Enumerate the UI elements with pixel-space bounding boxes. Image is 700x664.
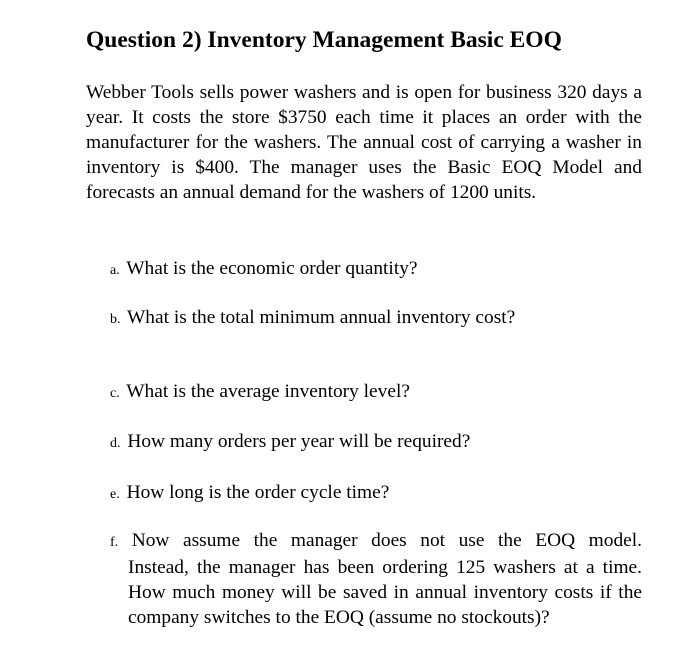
question-f-first-line	[110, 528, 642, 555]
question-b-letter: b.	[110, 312, 121, 327]
question-f	[110, 528, 642, 630]
question-f-text-first: Now assume the manager does not use the EOQ model.	[131, 530, 642, 551]
question-d	[110, 429, 470, 456]
question-c-letter: c.	[110, 386, 120, 401]
question-b	[110, 305, 515, 332]
problem-statement: Webber Tools sells power washers and is open for business 320 days a year. It costs the store $3750 each time it places an order with the manufacturer for the washers. The annual cost of carrying a washer in inventory is $400. The manager uses the Basic EOQ Model and forecasts an annual demand for the washers of 1200 units.	[86, 82, 642, 203]
question-e	[110, 480, 389, 507]
question-e-letter: e.	[110, 487, 120, 502]
question-title: Question 2) Inventory Management Basic EOQ	[86, 27, 562, 53]
question-a-text: What is the economic order quantity?	[126, 258, 418, 279]
question-f-text-rest: Instead, the manager has been ordering 125 washers at a time. How much money will be saved in annual inventory costs if the company switches to the EOQ (assume no stockouts)?	[128, 557, 642, 628]
question-d-letter: d.	[110, 436, 121, 451]
question-c	[110, 379, 410, 406]
question-b-text: What is the total minimum annual inventory cost?	[127, 307, 516, 328]
question-f-letter: f.	[110, 535, 119, 550]
question-c-text: What is the average inventory level?	[126, 381, 410, 402]
question-e-text: How long is the order cycle time?	[126, 482, 390, 503]
question-a	[110, 256, 418, 283]
question-a-letter: a.	[110, 263, 120, 278]
question-d-text: How many orders per year will be required?	[127, 431, 471, 452]
